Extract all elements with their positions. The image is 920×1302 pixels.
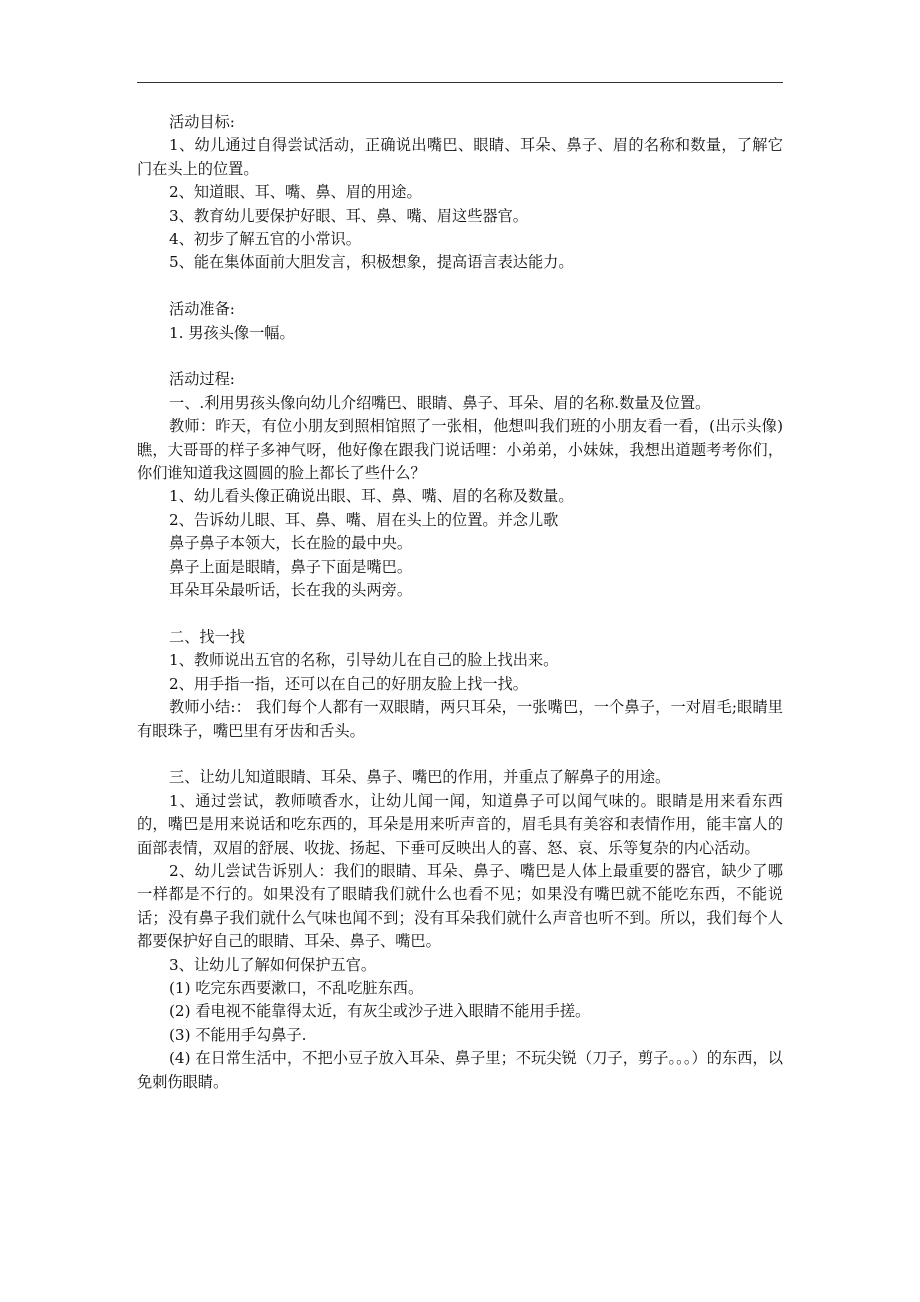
process-heading: 活动过程:	[169, 370, 235, 389]
process-part3-step1: 1、通过尝试，教师喷香水，让幼儿闻一闻，知道鼻子可以闻气味的。眼睛是用来看东西的，嘴巴是用来说话和吃东西的，耳朵是用来听声音的，眉毛具有美容和表情作用，能丰富人的面部表情，双眉的舒展、收拢、扬起、下垂可反映出人的喜、怒、哀、乐等复杂的内心活动。	[137, 791, 783, 857]
process-part1-teacher: 教师：昨天，有位小朋友到照相馆照了一张相，他想叫我们班的小朋友看一看，(出示头像)瞧，大哥哥的样子多神气呀，他好像在跟我门说话哩：小弟弟，小妹妹，我想出道题考考你们，你们谁知道我这圆圆的脸上都长了些什么？	[137, 417, 783, 483]
process-part2-step2: 2、用手指一指，还可以在自己的好朋友脸上找一找。	[169, 674, 528, 693]
spacer	[137, 345, 783, 368]
protect-item-1: (1) 吃完东西要漱口，不乱吃脏东西。	[169, 978, 424, 997]
process-part3-title: 三、让幼儿知道眼睛、耳朵、鼻子、嘴巴的作用，并重点了解鼻子的用途。	[169, 768, 671, 787]
prep-item-1: 1. 男孩头像一幅。	[169, 323, 295, 342]
protect-item-2: (2) 看电视不能靠得太近，有灰尘或沙子进入眼睛不能用手搓。	[169, 1002, 591, 1021]
rhyme-line-1: 鼻子鼻子本领大，长在脸的最中央。	[169, 534, 412, 553]
spacer	[137, 275, 783, 298]
process-part2-step1: 1、教师说出五官的名称，引导幼儿在自己的脸上找出来。	[169, 651, 559, 670]
goal-item-2: 2、知道眼、耳、嘴、鼻、眉的用途。	[169, 183, 422, 202]
rhyme-line-3: 耳朵耳朵最听话，长在我的头两旁。	[169, 581, 412, 600]
protect-item-3: (3) 不能用手勾鼻子.	[169, 1025, 307, 1044]
document-body	[137, 111, 783, 1094]
process-part3-step3: 3、让幼儿了解如何保护五官。	[169, 955, 377, 974]
goal-item-3: 3、教育幼儿要保护好眼、耳、鼻、嘴、眉这些器官。	[169, 206, 528, 225]
goal-item-1: 1、幼儿通过自得尝试活动，正确说出嘴巴、眼睛、耳朵、鼻子、眉的名称和数量，了解它门在头上的位置。	[137, 136, 783, 178]
process-part3-step2: 2、幼儿尝试告诉别人：我们的眼睛、耳朵、鼻子、嘴巴是人体上最重要的器官，缺少了哪一样都是不行的。如果没有了眼睛我们就什么也看不见；如果没有嘴巴就不能吃东西，不能说话；没有鼻子我们就什么气味也闻不到；没有耳朵我们就什么声音也听不到。所以，我们每个人都要保护好自己的眼睛、耳朵、鼻子、嘴巴。	[137, 861, 783, 951]
spacer	[137, 603, 783, 626]
process-part1-step2: 2、告诉幼儿眼、耳、鼻、嘴、眉在头上的位置。并念儿歌	[169, 510, 559, 529]
process-part1-title: 一、.利用男孩头像向幼儿介绍嘴巴、眼睛、鼻子、耳朵、眉的名称.数量及位置。	[169, 393, 711, 412]
spacer	[137, 743, 783, 766]
protect-item-4: (4) 在日常生活中，不把小豆子放入耳朵、鼻子里；不玩尖锐（刀子，剪子。。。）的东西，以免刺伤眼睛。	[137, 1049, 783, 1091]
goal-item-4: 4、初步了解五官的小常识。	[169, 230, 361, 249]
process-part2-summary: 教师小结:： 我们每个人都有一双眼睛，两只耳朵，一张嘴巴，一个鼻子，一对眉毛;眼睛里有眼珠子，嘴巴里有牙齿和舌头。	[137, 698, 783, 740]
goals-heading: 活动目标:	[169, 113, 235, 131]
goal-item-5: 5、能在集体面前大胆发言，积极想象，提高语言表达能力。	[169, 253, 574, 272]
process-part2-title: 二、找一找	[169, 627, 245, 646]
rhyme-line-2: 鼻子上面是眼睛，鼻子下面是嘴巴。	[169, 557, 412, 576]
process-part1-step1: 1、幼儿看头像正确说出眼、耳、鼻、嘴、眉的名称及数量。	[169, 487, 574, 506]
prep-heading: 活动准备:	[169, 300, 235, 319]
header-rule	[137, 82, 783, 83]
